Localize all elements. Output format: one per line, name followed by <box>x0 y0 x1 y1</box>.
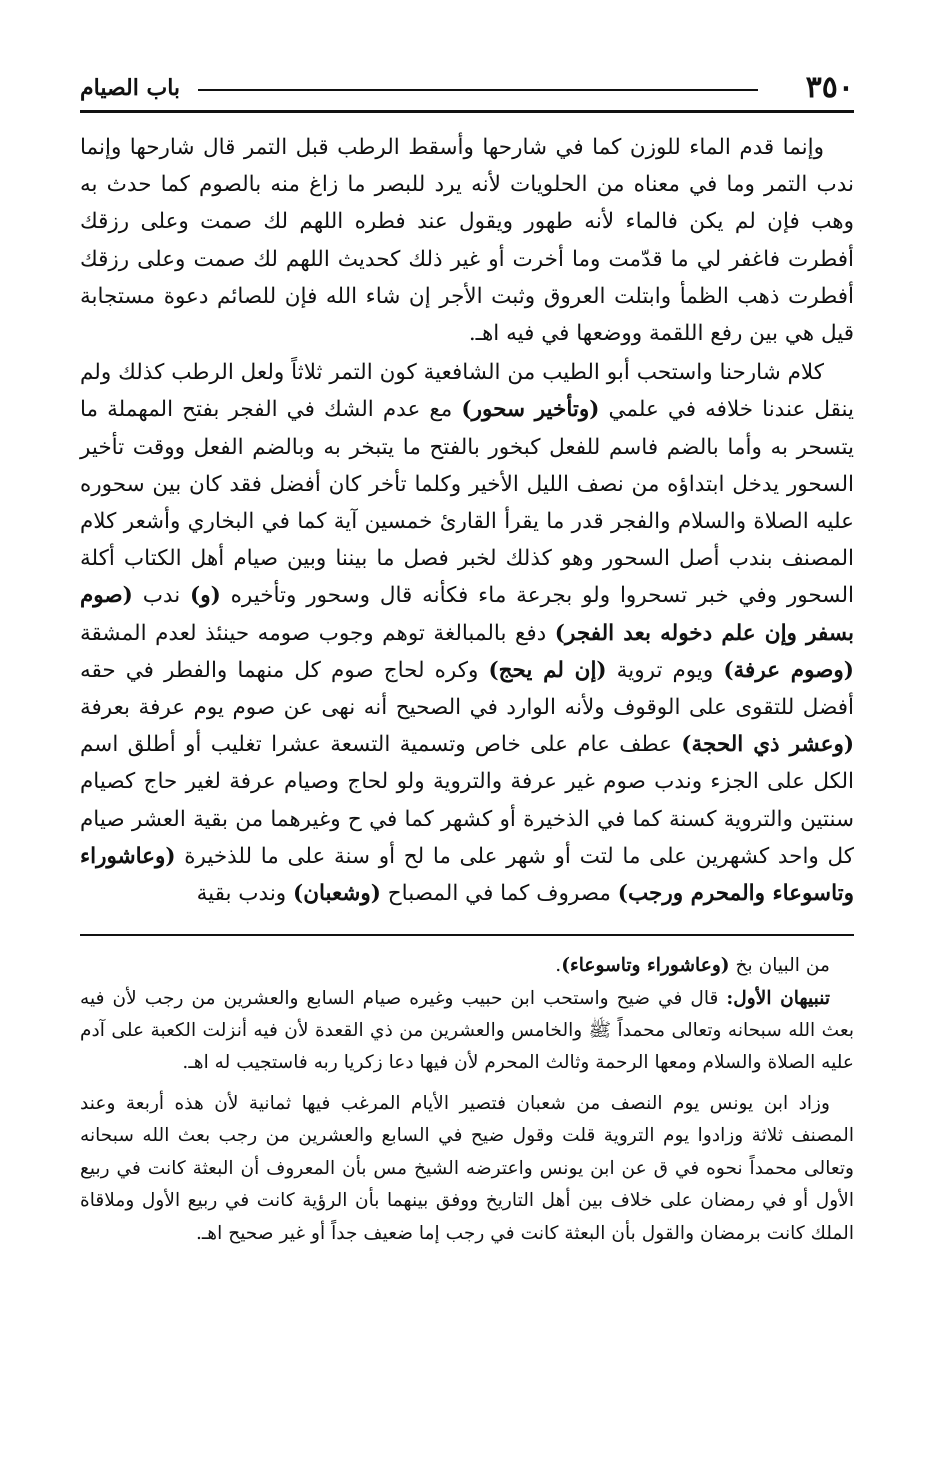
matn-quote: (وعاشوراء وتاسوعاء) <box>561 955 730 977</box>
text-run: من البيان بخ <box>729 955 830 977</box>
text-run: . <box>555 955 562 977</box>
main-text <box>80 129 854 912</box>
text-run: ويوم تروية <box>606 657 724 683</box>
matn-quote: (إن لم يحج) <box>488 657 607 683</box>
footnote <box>80 950 854 982</box>
footnote-heading: تنبيهان الأول: <box>726 987 831 1009</box>
footnote <box>80 983 854 1080</box>
paragraph: وإنما قدم الماء للوزن كما في شارحها وأسقط الرطب قبل التمر قال شارحها وإنما ندب التمر وما في معناه من الحلويات لأنه يرد للبصر ما زاغ منه بالصوم كما حدث به وهب فإن لم يكن فالماء لأنه طهور ويقول عند فطره اللهم لك صمت وعلى رزقك أفطرت فاغفر لي ما قدّمت وما أخرت أو غير ذلك كحديث اللهم لك صمت وعلى رزقك أفطرت ذهب الظمأ وابتلت العروق وثبت الأجر إن شاء الله فإن للصائم دعوة مستجابة قيل هي بين رفع اللقمة ووضعها في فيه اهـ. <box>80 135 854 347</box>
footnote: وزاد ابن يونس يوم النصف من شعبان فتصير الأيام المرغب فيها ثمانية لأن هذه أربعة وعند المصنف ثلاثة وزادوا يوم التروية قلت وقول ضيح في السابع والعشرين من رجب بعث الله سبحانه وتعالى محمداً نحوه في ق عن ابن يونس واعترضه الشيخ مس بأن المعروف أن البعثة كانت في ربيع الأول أو في رمضان على خلاف بين أهل التاريخ ووفق بينهما بأن الرؤية كانت في ربيع الأول وملاقاة الملك كانت برمضان والقول بأن البعثة كانت في رجب إما ضعيف جداً أو غير صحيح اهـ. <box>80 1092 854 1244</box>
footnotes <box>80 950 854 1250</box>
book-page <box>80 68 854 1458</box>
matn-quote: (وصوم عرفة) <box>723 657 854 683</box>
chapter-title: باب الصيام <box>80 75 181 101</box>
running-header <box>80 68 854 113</box>
text-run: عطف عام على خاص وتسمية التسعة عشرا تغليب أو أطلق اسم الكل على الجزء وندب صوم غير عرفة والتروية ولو لحاج وصيام عرفة لغير حاج كصيام سنتين والتروية كسنة كما في الذخيرة أو كشهر كما في ح وغيرهما من بقية العشر صيام كل واحد كشهرين على ما لتت أو شهر على ما لح أو سنة على ما للذخيرة <box>80 732 854 869</box>
text-run: دفع بالمبالغة توهم وجوب صومه حينئذ لعدم المشقة <box>80 620 555 646</box>
matn-quote: (وتأخير سحور) <box>461 397 600 423</box>
matn-quote: (وعشر ذي الحجة) <box>681 732 855 758</box>
header-rule <box>198 89 758 91</box>
page-number: ٣٥٠ <box>805 70 854 105</box>
text-run: مع عدم الشك في الفجر بفتح المهملة ما يتسحر به وأما بالضم فاسم للفعل كبخور بالفتح ما يتبخر به وبالضم الفعل ووقت تأخير السحور يدخل ابتداؤه من نصف الليل الأخير وكلما تأخر كان أفضل فقد كان بين سحوره عليه الصلاة والسلام والفجر قدر ما يقرأ القارئ خمسين آية كما في البخاري وأشعر كلام المصنف بندب أصل السحور وهو كذلك لخبر فصل ما بيننا وبين صيام أهل الكتاب أكلة السحور وفي خبر تسحروا ولو بجرعة ماء فكأنه قال وسحور وتأخيره <box>80 397 854 609</box>
matn-quote: (وشعبان) <box>293 881 381 907</box>
paragraph <box>80 354 854 912</box>
matn-quote: (صوم بسفر وإن علم دخوله بعد الفجر) <box>80 583 855 646</box>
text-run: ندب <box>132 583 191 609</box>
footnote-divider <box>80 934 854 936</box>
text-run: وكره لحاج صوم كل منهما والفطر في حقه أفضل للتقوى على الوقوف ولأنه الوارد في الصحيح أنه نهى عن صوم يوم عرفة بعرفة <box>80 657 854 721</box>
text-run: كلام شارحنا واستحب أبو الطيب من الشافعية كون التمر ثلاثاً ولعل الرطب كذلك ولم ينقل عندنا خلافه في علمي <box>80 360 854 423</box>
text-run: قال في ضيح واستحب ابن حبيب وغيره صيام السابع والعشرين من رجب لأن فيه بعث الله سبحانه وتعالى محمداً ﷺ والخامس والعشرين من ذي القعدة لأن فيه أنزلت الكعبة على آدم عليه الصلاة والسلام ومعها الرحمة وثالث المحرم لأن فيها دعا زكريا ربه فاستجيب له اهـ. <box>80 987 854 1074</box>
text-run: مصروف كما في المصباح <box>380 881 618 907</box>
matn-quote: (وعاشوراء وتاسوعاء والمحرم ورجب) <box>80 843 854 907</box>
text-run: وندب بقية <box>196 881 294 907</box>
matn-quote: (و) <box>190 583 221 609</box>
